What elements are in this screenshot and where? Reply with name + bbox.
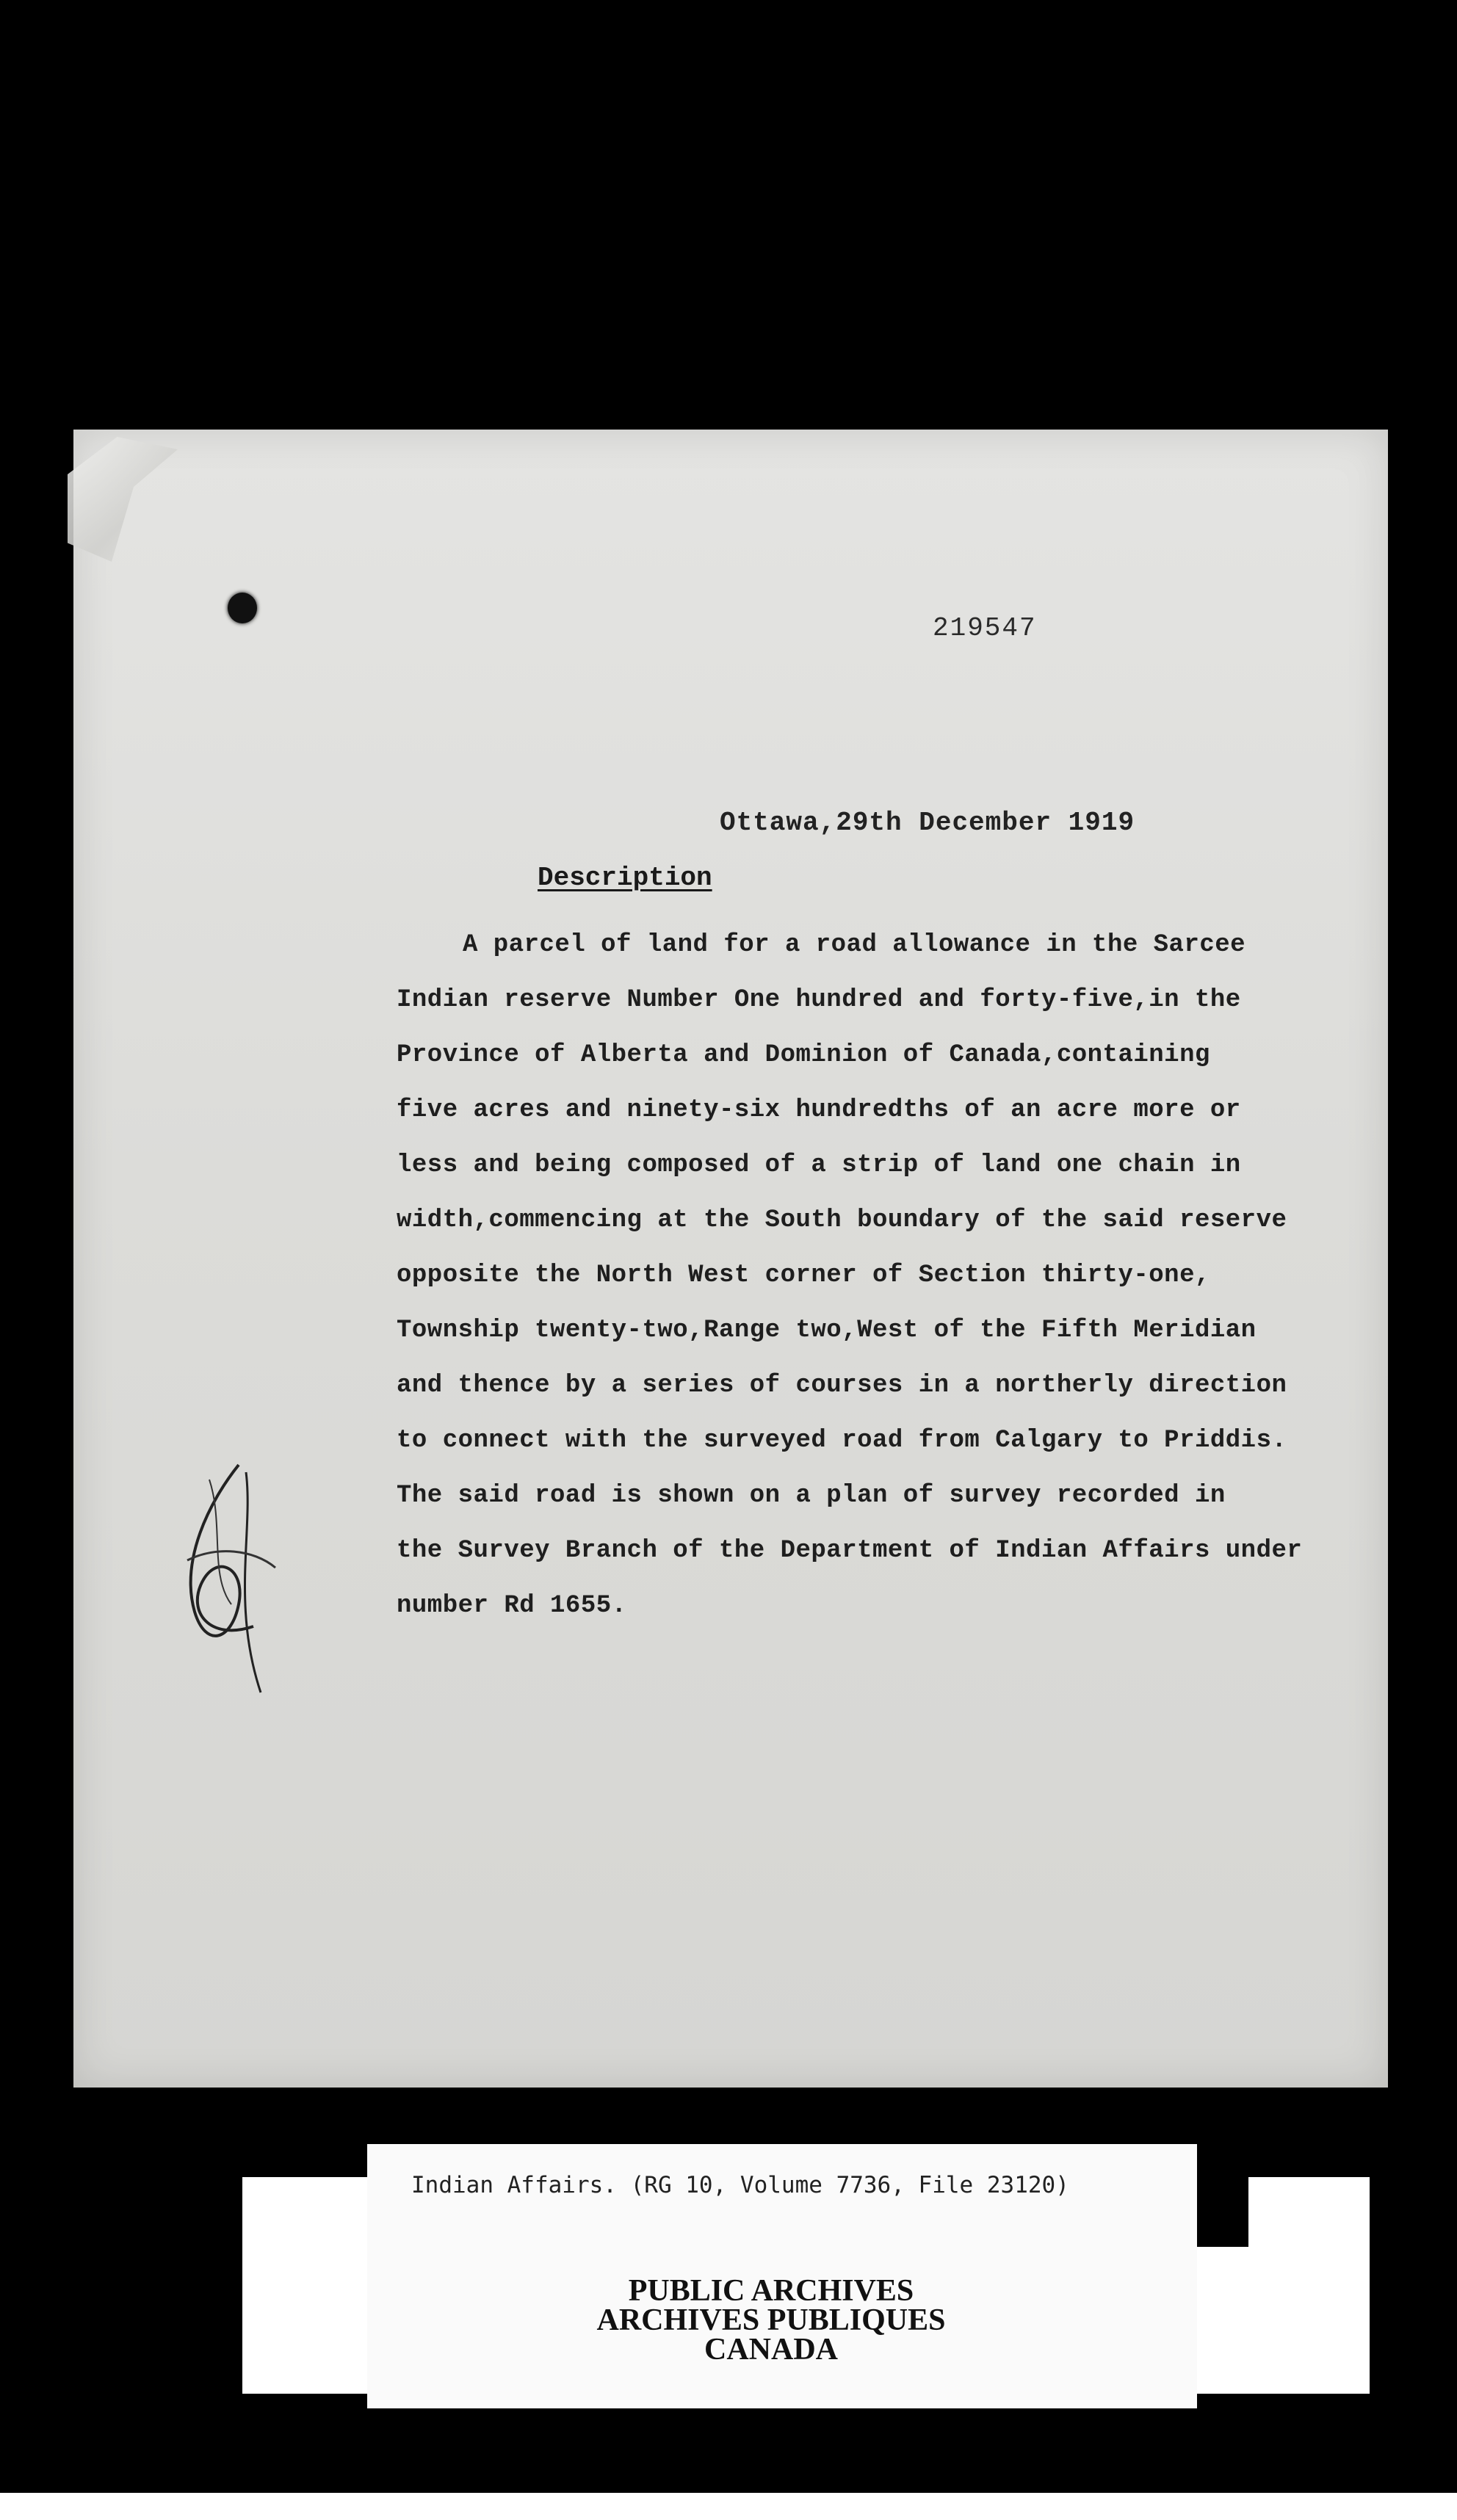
body-line: and thence by a series of courses in a northerly direction <box>397 1372 1287 1400</box>
document-heading: Description <box>538 863 712 893</box>
dateline: Ottawa,29th December 1919 <box>720 808 1135 838</box>
body-line: opposite the North West corner of Section thirty-one, <box>397 1261 1210 1289</box>
label-notch-fill <box>1197 2247 1248 2394</box>
body-line: The said road is shown on a plan of survey recorded in <box>397 1482 1226 1510</box>
archives-stamp <box>514 2274 1028 2367</box>
file-number: 219547 <box>933 613 1037 643</box>
body-line: width,commencing at the South boundary of the said reserve <box>397 1206 1287 1234</box>
body-line: Province of Alberta and Dominion of Canada,containing <box>397 1041 1210 1069</box>
document-page <box>73 430 1388 2088</box>
film-edge <box>0 2493 1457 2520</box>
body-line: to connect with the surveyed road from Calgary to Priddis. <box>397 1427 1287 1455</box>
body-line: Indian reserve Number One hundred and forty-five,in the <box>397 986 1241 1014</box>
archive-citation: Indian Affairs. (RG 10, Volume 7736, File 23120) <box>411 2172 1069 2198</box>
body-line: less and being composed of a strip of land one chain in <box>397 1151 1241 1179</box>
body-line: five acres and ninety-six hundredths of an acre more or <box>397 1096 1241 1124</box>
punch-hole <box>228 593 257 623</box>
label-left-tab <box>242 2177 371 2394</box>
description-body <box>323 918 1395 1634</box>
body-line: number Rd 1655. <box>397 1592 627 1620</box>
label-right-tab <box>1248 2177 1370 2394</box>
stamp-line: CANADA <box>704 2333 838 2367</box>
stamp-line: ARCHIVES PUBLIQUES <box>596 2303 946 2337</box>
label-notch <box>1197 2144 1248 2247</box>
body-line: Township twenty-two,Range two,West of the Fifth Meridian <box>397 1317 1257 1344</box>
stamp-line: PUBLIC ARCHIVES <box>628 2274 914 2308</box>
body-line: A parcel of land for a road allowance in the Sarcee <box>463 931 1246 959</box>
torn-corner <box>68 437 178 562</box>
handwritten-initials <box>165 1458 297 1700</box>
body-line: the Survey Branch of the Department of Indian Affairs under <box>397 1537 1303 1565</box>
